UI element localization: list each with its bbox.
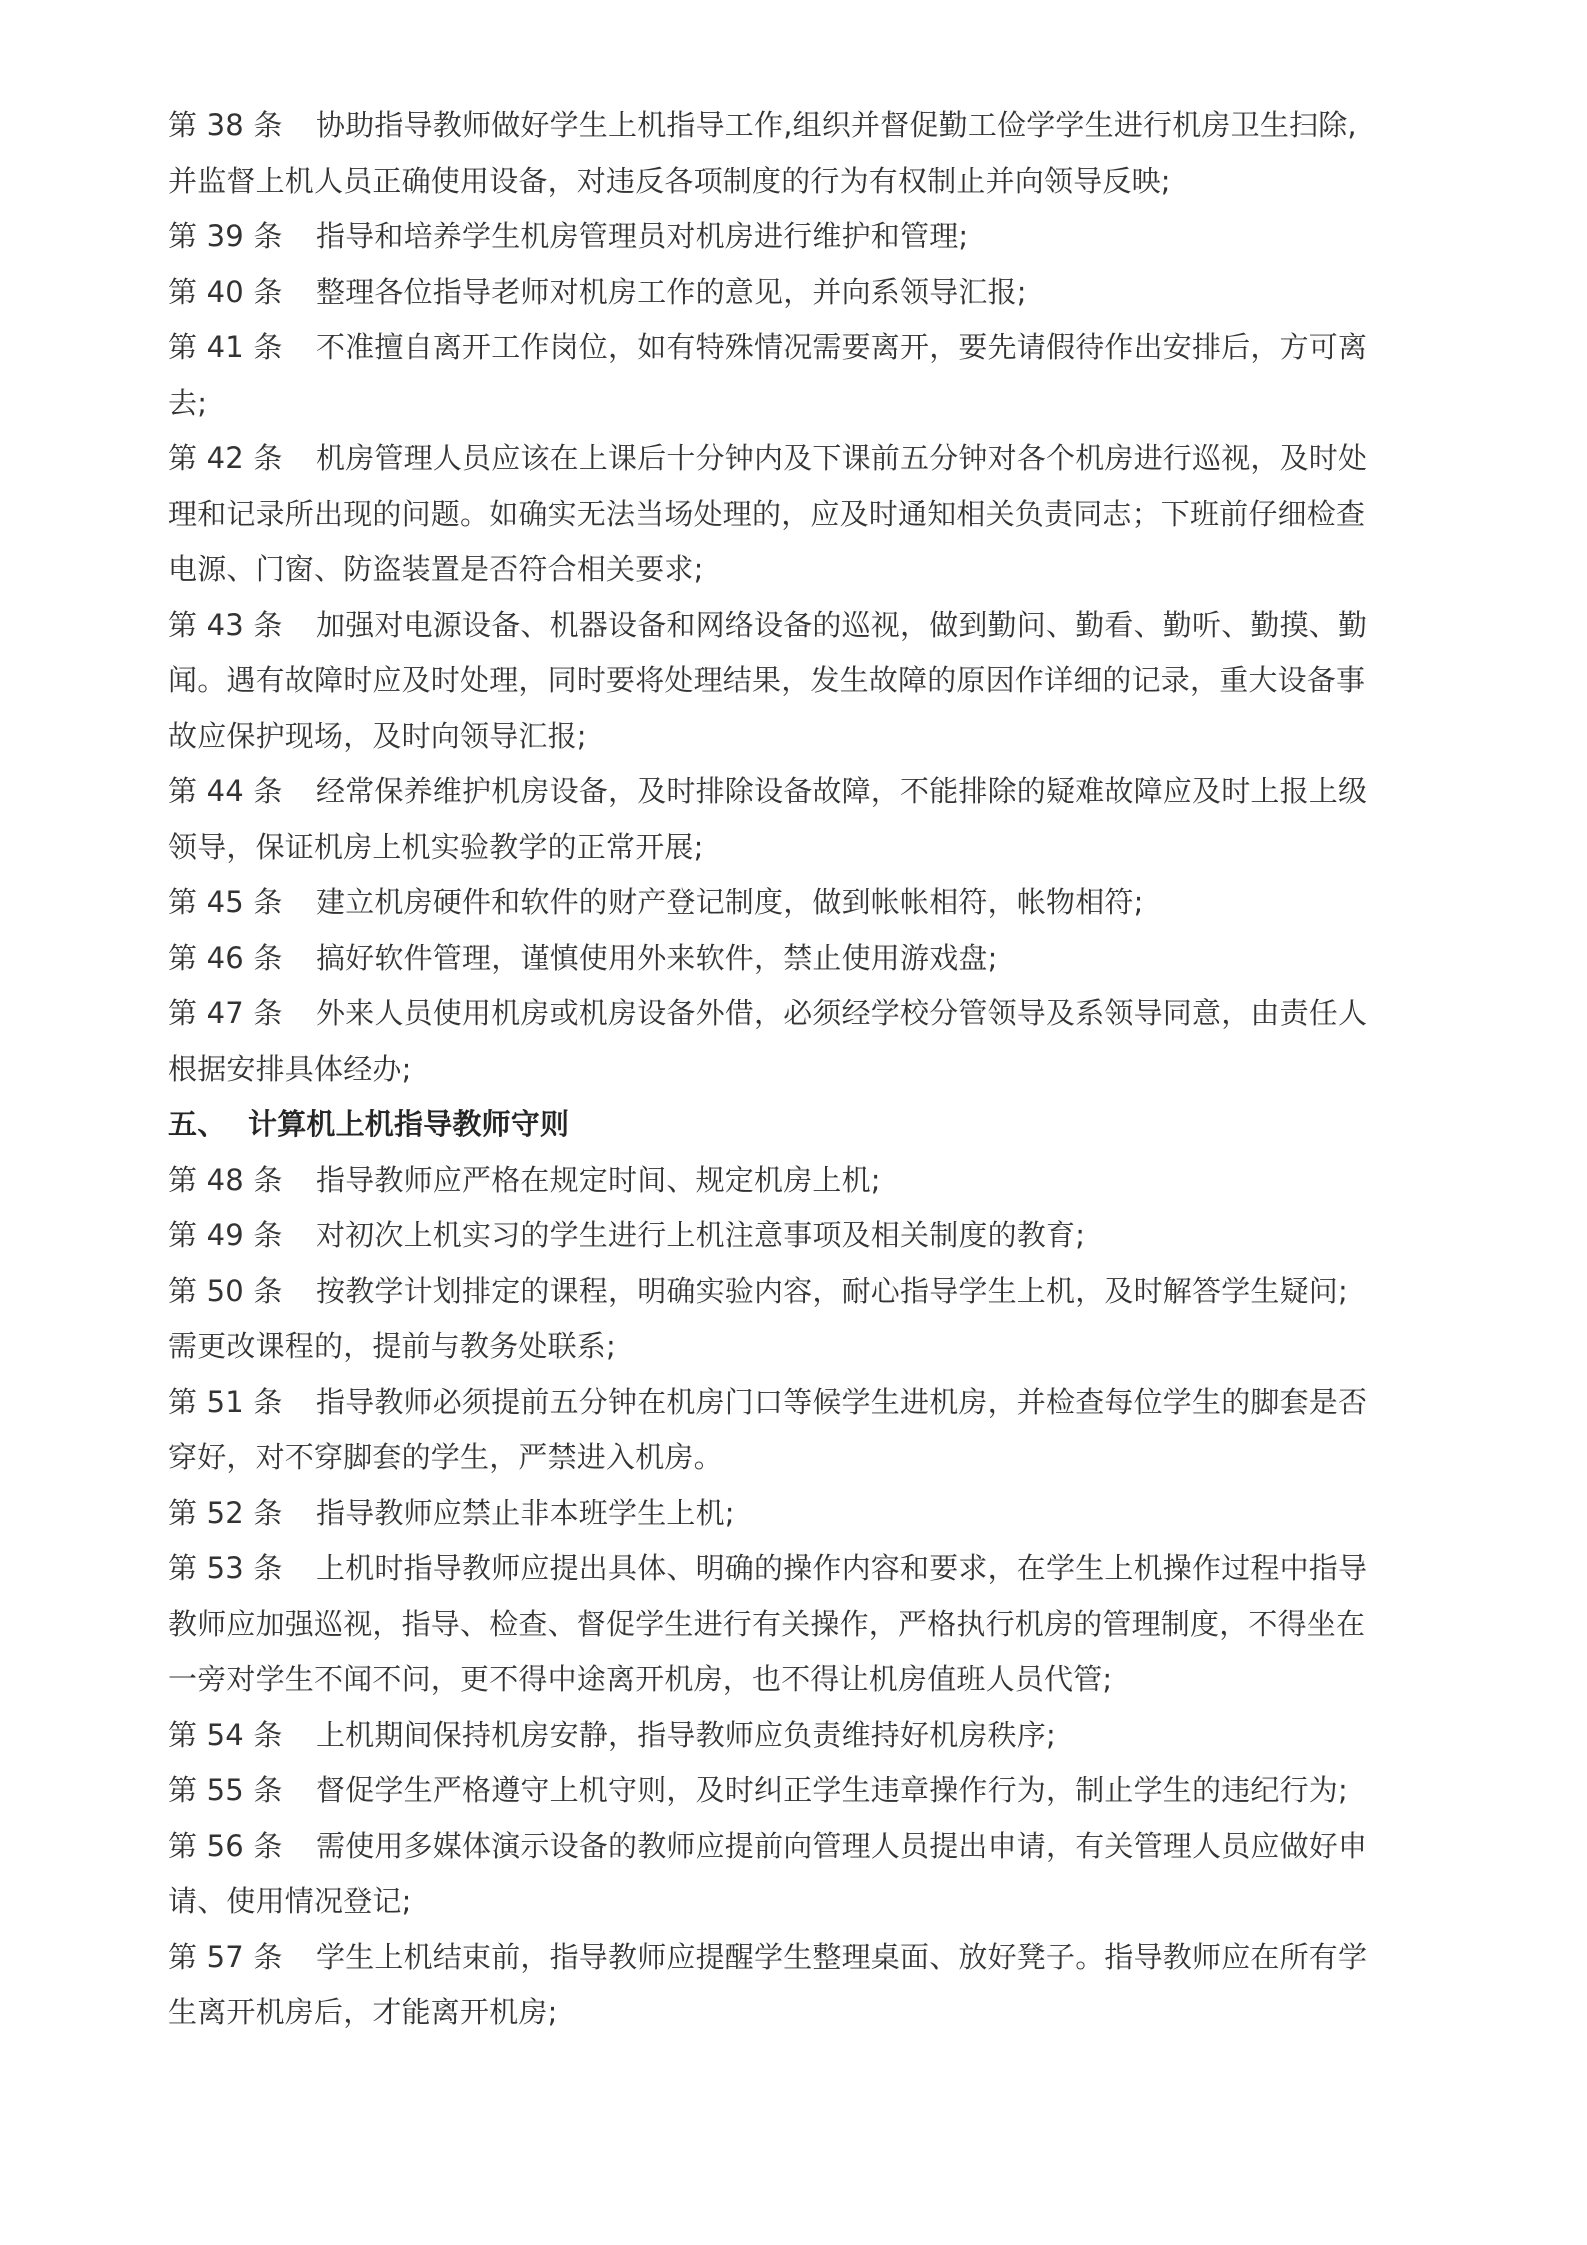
article-42-cont xyxy=(168,487,1468,543)
article-text: 需使用多媒体演示设备的教师应提前向管理人员提出申请，有关管理人员应做好申 xyxy=(316,1828,1368,1863)
article-number: 第 47 条 xyxy=(168,996,283,1030)
article-49 xyxy=(168,1208,1468,1264)
article-number: 第 53 条 xyxy=(168,1551,283,1585)
article-38 xyxy=(168,98,1468,154)
article-text: 按教学计划排定的课程，明确实验内容，耐心指导学生上机，及时解答学生疑问; xyxy=(316,1273,1348,1308)
article-56-cont xyxy=(168,1874,1468,1930)
article-41-cont xyxy=(168,376,1468,432)
article-text: 请、使用情况登记; xyxy=(168,1884,412,1918)
article-text: 指导教师必须提前五分钟在机房门口等候学生进机房，并检查每位学生的脚套是否 xyxy=(316,1384,1368,1419)
article-number: 第 50 条 xyxy=(168,1273,283,1308)
article-53-cont xyxy=(168,1597,1468,1653)
article-text: 不准擅自离开工作岗位，如有特殊情况需要离开，要先请假待作出安排后，方可离 xyxy=(316,330,1368,364)
article-text: 搞好软件管理，谨慎使用外来软件，禁止使用游戏盘; xyxy=(316,940,998,975)
article-text: 并监督上机人员正确使用设备，对违反各项制度的行为有权制止并向领导反映; xyxy=(168,163,1171,198)
article-50-cont xyxy=(168,1319,1468,1375)
article-text: 闻。遇有故障时应及时处理，同时要将处理结果，发生故障的原因作详细的记录，重大设备事 xyxy=(168,663,1366,697)
article-number: 第 46 条 xyxy=(168,940,283,975)
article-44 xyxy=(168,764,1468,820)
article-50 xyxy=(168,1264,1468,1320)
article-number: 第 56 条 xyxy=(168,1828,283,1863)
article-text: 对初次上机实习的学生进行上机注意事项及相关制度的教育; xyxy=(316,1218,1086,1252)
article-text: 领导，保证机房上机实验教学的正常开展; xyxy=(168,829,704,864)
article-number: 第 40 条 xyxy=(168,274,283,309)
article-number: 第 41 条 xyxy=(168,330,283,364)
article-51 xyxy=(168,1375,1468,1431)
article-text: 教师应加强巡视，指导、检查、督促学生进行有关操作，严格执行机房的管理制度，不得坐在 xyxy=(168,1606,1366,1641)
article-43 xyxy=(168,598,1468,654)
section-heading xyxy=(168,1097,1468,1153)
article-text: 去; xyxy=(168,385,208,420)
article-38-cont xyxy=(168,154,1468,210)
article-number: 第 39 条 xyxy=(168,219,283,253)
article-52 xyxy=(168,1486,1468,1542)
article-text: 理和记录所出现的问题。如确实无法当场处理的，应及时通知相关负责同志；下班前仔细检查 xyxy=(168,496,1366,531)
article-46 xyxy=(168,931,1468,987)
article-text: 电源、门窗、防盗装置是否符合相关要求; xyxy=(168,552,704,586)
article-number: 第 49 条 xyxy=(168,1218,283,1252)
article-57 xyxy=(168,1930,1468,1986)
article-text: 上机时指导教师应提出具体、明确的操作内容和要求，在学生上机操作过程中指导 xyxy=(316,1551,1368,1585)
article-51-cont xyxy=(168,1430,1468,1486)
article-number: 第 57 条 xyxy=(168,1939,283,1974)
article-text: 整理各位指导老师对机房工作的意见，并向系领导汇报; xyxy=(316,274,1027,309)
document-page xyxy=(168,98,1468,2041)
article-text: 一旁对学生不闻不问，更不得中途离开机房，也不得让机房值班人员代管; xyxy=(168,1662,1113,1696)
article-53 xyxy=(168,1541,1468,1597)
section-number: 五、 xyxy=(168,1107,227,1141)
article-text: 督促学生严格遵守上机守则，及时纠正学生违章操作行为，制止学生的违纪行为; xyxy=(316,1773,1348,1807)
article-text: 根据安排具体经办; xyxy=(168,1051,412,1086)
article-44-cont xyxy=(168,820,1468,876)
article-text: 指导和培养学生机房管理员对机房进行维护和管理; xyxy=(316,219,969,253)
article-number: 第 55 条 xyxy=(168,1773,283,1807)
article-number: 第 42 条 xyxy=(168,441,283,475)
article-text: 生离开机房后，才能离开机房; xyxy=(168,1995,558,2029)
article-45 xyxy=(168,875,1468,931)
article-48 xyxy=(168,1153,1468,1209)
article-text: 学生上机结束前，指导教师应提醒学生整理桌面、放好凳子。指导教师应在所有学 xyxy=(316,1939,1368,1974)
article-text: 指导教师应禁止非本班学生上机; xyxy=(316,1495,735,1530)
article-text: 建立机房硬件和软件的财产登记制度，做到帐帐相符，帐物相符; xyxy=(316,885,1144,919)
article-text: 机房管理人员应该在上课后十分钟内及下课前五分钟对各个机房进行巡视，及时处 xyxy=(316,441,1368,475)
article-56 xyxy=(168,1819,1468,1875)
article-text: 需更改课程的，提前与教务处联系; xyxy=(168,1329,616,1363)
article-number: 第 51 条 xyxy=(168,1384,283,1419)
article-54 xyxy=(168,1708,1468,1764)
article-text: 故应保护现场，及时向领导汇报; xyxy=(168,718,587,753)
article-40 xyxy=(168,265,1468,321)
article-number: 第 43 条 xyxy=(168,607,283,642)
article-text: 加强对电源设备、机器设备和网络设备的巡视，做到勤问、勤看、勤听、勤摸、勤 xyxy=(316,607,1368,642)
article-53-cont xyxy=(168,1652,1468,1708)
article-42 xyxy=(168,431,1468,487)
article-text: 指导教师应严格在规定时间、规定机房上机; xyxy=(316,1162,881,1197)
article-number: 第 48 条 xyxy=(168,1162,283,1197)
article-number: 第 44 条 xyxy=(168,774,283,808)
article-number: 第 54 条 xyxy=(168,1717,283,1752)
article-41 xyxy=(168,320,1468,376)
article-43-cont xyxy=(168,653,1468,709)
article-number: 第 52 条 xyxy=(168,1495,283,1530)
article-number: 第 38 条 xyxy=(168,108,283,142)
article-43-cont xyxy=(168,709,1468,765)
article-text: 穿好，对不穿脚套的学生，严禁进入机房。 xyxy=(168,1440,723,1474)
article-text: 协助指导教师做好学生上机指导工作,组织并督促勤工俭学学生进行机房卫生扫除, xyxy=(316,108,1357,142)
article-text: 经常保养维护机房设备，及时排除设备故障，不能排除的疑难故障应及时上报上级 xyxy=(316,774,1368,808)
section-title: 计算机上机指导教师守则 xyxy=(248,1107,570,1141)
article-39 xyxy=(168,209,1468,265)
article-number: 第 45 条 xyxy=(168,885,283,919)
article-47 xyxy=(168,986,1468,1042)
article-57-cont xyxy=(168,1985,1468,2041)
article-47-cont xyxy=(168,1042,1468,1098)
article-text: 上机期间保持机房安静，指导教师应负责维持好机房秩序; xyxy=(316,1717,1056,1752)
article-55 xyxy=(168,1763,1468,1819)
article-42-cont xyxy=(168,542,1468,598)
article-text: 外来人员使用机房或机房设备外借，必须经学校分管领导及系领导同意，由责任人 xyxy=(316,996,1368,1030)
